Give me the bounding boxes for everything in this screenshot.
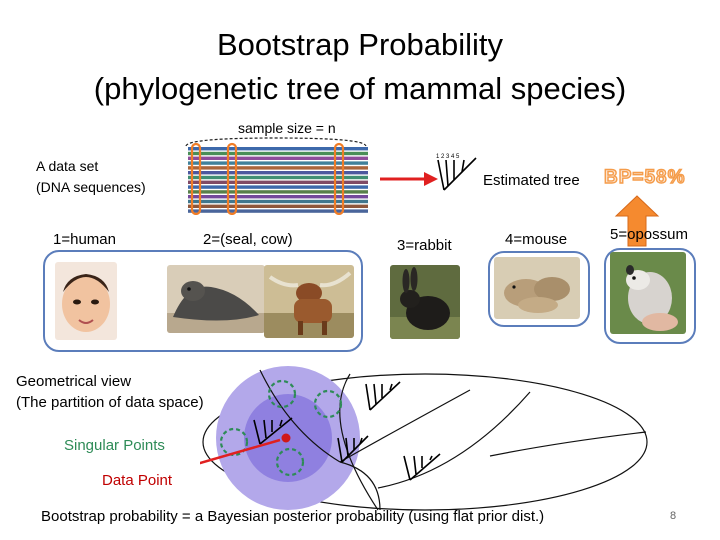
- human-photo: [55, 262, 117, 340]
- species-label-seal-cow: 2=(seal, cow): [203, 231, 293, 248]
- dna-sequence-row: [188, 190, 368, 193]
- dna-sequence-block: [180, 130, 375, 215]
- geometrical-view-line-1: Geometrical view: [16, 373, 132, 390]
- estimated-tree-label: Estimated tree: [483, 172, 580, 189]
- title-line-2: (phylogenetic tree of mammal species): [93, 71, 627, 106]
- tree-icon-1: [366, 382, 400, 410]
- partition-diagram: [200, 362, 650, 512]
- singular-points-label: Singular Points: [64, 437, 165, 454]
- dna-sequence-row: [188, 176, 368, 179]
- bp-value-label: BP=58%: [604, 167, 686, 188]
- estimated-tree-icon: [436, 152, 480, 194]
- slide-number: 8: [670, 510, 677, 522]
- footer-text: Bootstrap probability = a Bayesian posterior probability (using flat prior dist.): [41, 508, 545, 525]
- title-line-1: Bootstrap Probability: [216, 27, 504, 62]
- dna-sequence-row: [188, 185, 368, 188]
- species-label-mouse: 4=mouse: [505, 231, 568, 248]
- dna-sequence-row: [188, 209, 368, 212]
- geometrical-view-line-2: (The partition of data space): [16, 394, 204, 411]
- dna-sequence-row: [188, 200, 368, 203]
- species-label-rabbit: 3=rabbit: [397, 237, 452, 254]
- dataset-label-line-2: (DNA sequences): [36, 179, 146, 195]
- dna-sequence-row: [188, 171, 368, 174]
- dna-sequence-row: [188, 195, 368, 198]
- dna-sequence-row: [188, 166, 368, 169]
- seal-photo: [167, 265, 265, 333]
- tree-icon-4: [404, 454, 440, 480]
- dna-sequence-row: [188, 161, 368, 164]
- sample-size-label: sample size = n: [238, 120, 336, 136]
- dna-sequence-row: [188, 181, 368, 184]
- opossum-photo: [610, 252, 686, 334]
- cow-photo: [264, 265, 354, 338]
- dna-sequence-row: [188, 152, 368, 155]
- svg-text:1 2 3 4 5: 1 2 3 4 5: [436, 154, 460, 160]
- dataset-label-line-1: A data set: [36, 158, 99, 174]
- dna-sequence-row: [188, 147, 368, 150]
- species-label-opossum: 5=opossum: [610, 226, 688, 243]
- rabbit-photo: [390, 265, 460, 339]
- dna-sequence-row: [188, 205, 368, 208]
- species-label-human: 1=human: [53, 231, 116, 248]
- mouse-photo: [494, 257, 580, 319]
- arrow-to-tree: [378, 168, 440, 188]
- data-point-label: Data Point: [102, 472, 173, 489]
- dna-sequence-row: [188, 157, 368, 160]
- data-point-marker: [282, 434, 291, 443]
